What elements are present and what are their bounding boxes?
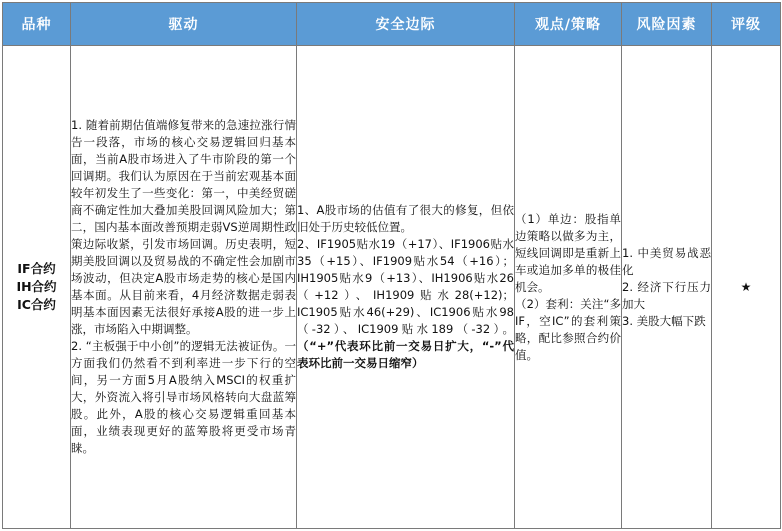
safety-point-2 <box>297 236 514 372</box>
strategy-point-1: （1）单边：股指单边策略以做多为主，短线回调即是重新上车或追加多单的极佳机会。 <box>515 211 621 294</box>
rating-cell <box>712 46 781 529</box>
header-strategy: 观点/策略 <box>515 3 622 46</box>
safety-note: （“+”代表环比前一交易日扩大，“-”代表环比前一交易日缩窄） <box>297 339 514 370</box>
risk-point-2: 2. 经济下行压力加大 <box>622 279 711 311</box>
driver-point-1: 1. 随着前期估值端修复带来的急速拉涨行情告一段落，市场的核心交易逻辑回归基本面，当前A股市场进入了牛市阶段的第一个回调期。我们认为原因在于当前宏观基本面较年初发生了一些变化：第一，中美经贸磋商不确定性加大叠加美股回调风险加大；第二，国内基本面改善预期走弱VS逆周期性政策边际收紧，引发市场回调。历史表明，短期美股回调以及贸易战的不确定性会加剧市场波动，但决定A股市场走势的核心是国内基本面。从目前来看，4月经济数据走弱表明基本面因素无法很好承接A股的进一步上涨，市场陷入中期调整。 <box>71 118 296 336</box>
product-ic: IC合约 <box>17 297 56 312</box>
product-cell <box>3 46 71 529</box>
product-if: IF合约 <box>17 261 56 276</box>
risk-point-1: 1. 中美贸易战恶化 <box>622 245 711 277</box>
risk-point-3: 3. 美股大幅下跌 <box>622 313 706 328</box>
header-risk: 风险因素 <box>622 3 712 46</box>
safety-point-1: 1、A股市场的估值有了很大的修复，但依旧处于历史较低位置。 <box>297 203 514 234</box>
rating-star-icon: ★ <box>740 280 752 294</box>
product-ih: IH合约 <box>16 279 57 294</box>
driver-point-2: 2. “主板强于中小创”的逻辑无法被证伪。一方面我们仍然看不到利率进一步下行的空间，另一方面5月A股纳入MSCI的权重扩大，外资流入将引导市场风格转向大盘蓝筹股。此外，A股的核心交易逻辑重回基本面，业绩表现更好的蓝筹股将更受市场青睐。 <box>71 339 296 455</box>
header-product: 品种 <box>3 3 71 46</box>
table-row <box>3 46 781 529</box>
header-safety-margin: 安全边际 <box>297 3 515 46</box>
header-rating: 评级 <box>712 3 781 46</box>
safety-margin-cell <box>297 46 515 529</box>
strategy-cell <box>515 46 622 529</box>
header-row <box>3 3 781 46</box>
strategy-point-2: （2）套利：关注“多IF，空IC”的套利策略，配比参照合约价值。 <box>515 296 621 362</box>
risk-cell <box>622 46 712 529</box>
header-driver: 驱动 <box>71 3 297 46</box>
strategy-table <box>2 2 781 529</box>
safety-basis-text: 2、IF1905贴水19（+17）、IF1906贴水35（+15）、IF1909贴水54（+16）；IH1905贴水9（+13）、IH1906贴水26（+12）、IH1909贴水28(+12)；IC1905贴水46(+29)、IC1906贴水98（-32）、IC1909贴水189（-32）。 <box>297 237 514 336</box>
driver-cell <box>71 46 297 529</box>
